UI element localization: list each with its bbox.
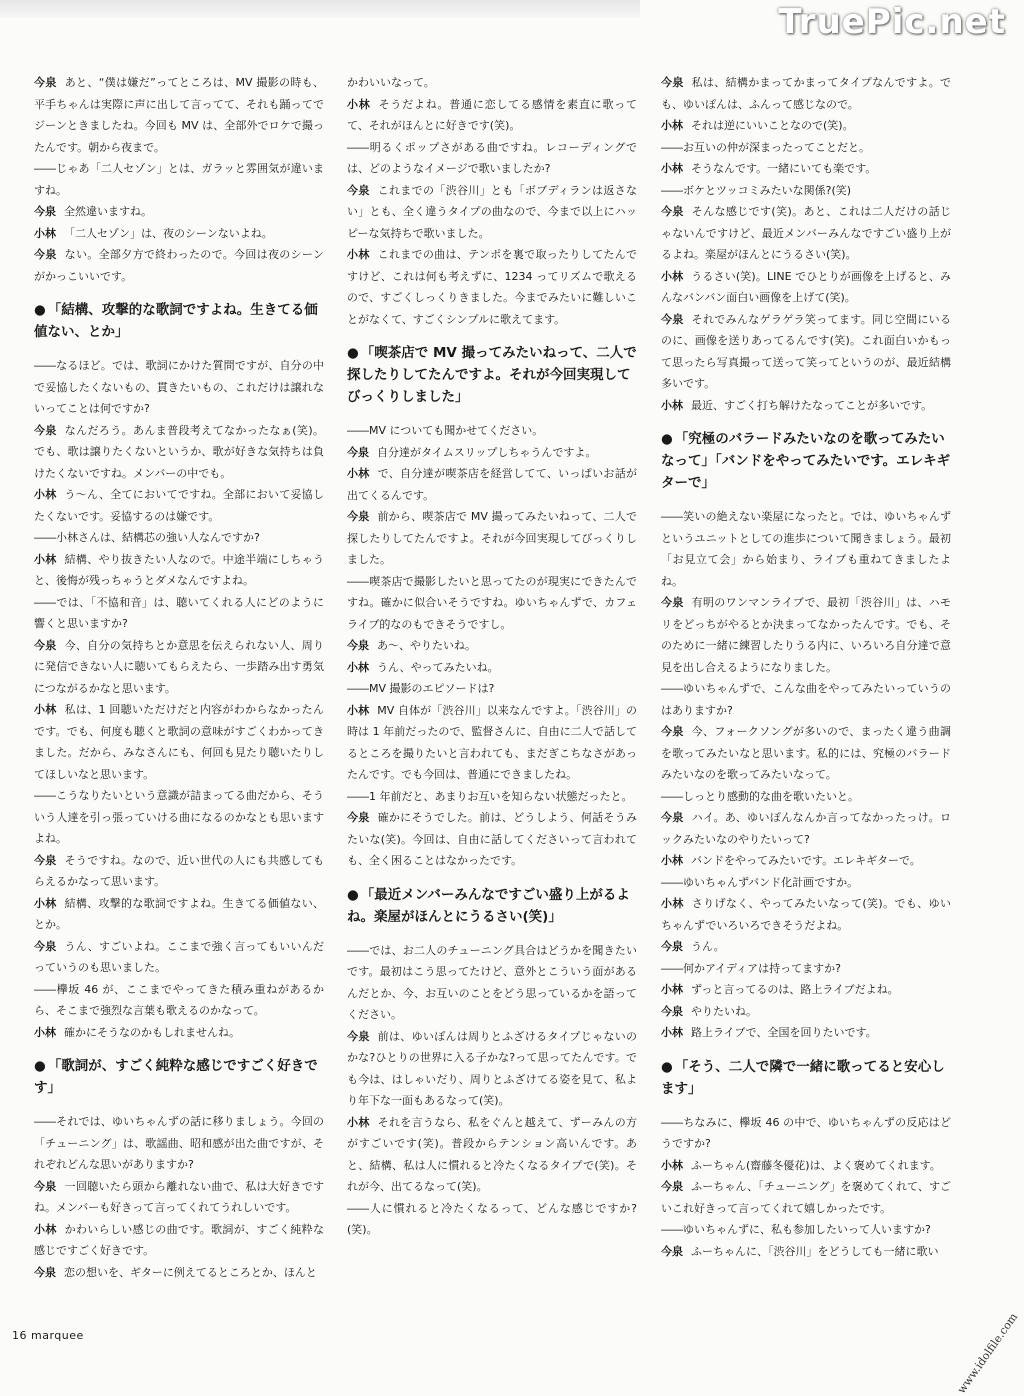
speaker-name: 小林	[347, 467, 370, 480]
line-text: ――小林さんは、結構芯の強い人なんですか?	[34, 531, 260, 544]
interviewer-line	[347, 786, 637, 808]
dialogue-line	[661, 309, 951, 395]
dialogue-line	[34, 201, 324, 223]
line-text: ――笑いの絶えない楽屋になったと。では、ゆいちゃんずというユニットとしての進歩について聞きましょう。最初「お見立て会」から始まり、ライブも重ねてきましたよね。	[661, 510, 951, 588]
bullet-icon: ●	[34, 1058, 46, 1074]
dialogue-line	[661, 1155, 951, 1177]
speaker-name: 小林	[661, 1158, 683, 1172]
speaker-name: 小林	[661, 897, 684, 910]
column-1	[34, 72, 324, 1283]
speaker-name: 今泉	[347, 811, 370, 824]
line-text: そうなんです。一緒にいても楽です。	[691, 162, 877, 175]
line-text: ――欅坂 46 が、ここまでやってきた積み重ねがあるから、そこまで強烈な言葉も歌えるのかなって。	[34, 982, 324, 1017]
watermark-top: TruePic.net	[778, 2, 1006, 42]
line-text: うん、すごいよね。ここまで強く言ってもいいんだっていうのも思いました。	[34, 939, 324, 974]
line-text: 路上ライブで、全国を回りたいです。	[691, 1026, 877, 1039]
section-heading	[347, 884, 637, 928]
dialogue-line	[34, 936, 324, 979]
dialogue-line	[347, 94, 637, 137]
speaker-name: 今泉	[34, 638, 57, 652]
line-text: ――MV についても聞かせてください。	[347, 424, 544, 437]
dialogue-line	[347, 657, 637, 679]
line-text: ――ちなみに、欅坂 46 の中で、ゆいちゃんずの反応はどうですか?	[661, 1115, 951, 1150]
column-3	[661, 72, 951, 1262]
line-text: 最近、すごく打ち解けたなってことが多いです。	[691, 398, 933, 412]
speaker-name: 今泉	[661, 1180, 684, 1193]
dialogue-line	[34, 244, 324, 287]
speaker-name: 今泉	[347, 510, 370, 523]
line-text: あ〜、やりたいね。	[377, 639, 476, 652]
dialogue-line	[347, 700, 637, 786]
line-text: ――ゆいちゃんずに、私も参加したいって人いますか?	[661, 1223, 931, 1236]
speaker-name: 今泉	[34, 423, 57, 437]
line-text: これまでの「渋谷川」とも「ボブディランは返さない」とも、全く違うタイプの曲なので、今まで以上にハッピーな気持ちで歌いました。	[347, 183, 637, 240]
line-text: MV 自体が「渋谷川」以来なんですよ。「渋谷川」の時は 1 年前だったので、監督さんに、自由に二人で話してるところを撮りたいと言われても、まだぎこちなさがあったんです。でも今回は、普通にできましたね。	[347, 703, 637, 781]
speaker-name: 小林	[34, 1222, 57, 1236]
speaker-name: 今泉	[347, 183, 370, 197]
line-text: 今、フォークソングが多いので、まったく違う曲調を歌ってみたいなと思います。私的には、究極のバラードみたいなのを歌ってみたいなって。	[661, 725, 951, 781]
line-text: ――じゃあ「二人セゾン」とは、ガラッと雰囲気が違いますね。	[34, 162, 324, 197]
line-text: そんな感じです(笑)。あと、これは二人だけの話じゃないんですけど、最近メンバーみんなですごい盛り上がるよね。楽屋がほんとにうるさい(笑)。	[661, 205, 952, 261]
line-text: 恋の想いを、ギターに例えてるところとか、ほんと	[64, 1265, 317, 1279]
interviewer-line	[347, 72, 637, 94]
line-text: 前は、ゆいぽんは周りとふざけるタイプじゃないのかな?ひとりの世界に入る子かな?って思ってたんです。でも今は、はしゃいだり、周りとふざけてる姿を見て、私より年下な一面もあるなって(笑)。	[347, 1029, 638, 1107]
dialogue-line	[661, 266, 951, 309]
dialogue-line	[661, 936, 951, 958]
line-text: 自分達がタイムスリップしちゃうんですよ。	[377, 445, 597, 459]
heading-text: 「究極のバラードみたいなのを歌ってみたいなって」「バンドをやってみたいです。エレキギターで」	[661, 431, 951, 491]
speaker-name: 小林	[661, 269, 684, 283]
dialogue-line	[347, 463, 637, 506]
line-text: 確かにそうでした。前は、どうしよう、何話そうみたいな(笑)。今回は、自由に話してくださいって言われても、全く困ることはなかったです。	[347, 811, 638, 867]
heading-text: 「そう、二人で隣で一緒に歌ってると安心します」	[661, 1058, 945, 1097]
line-text: ――1 年前だと、あまりお互いを知らない状態だったと。	[347, 789, 633, 803]
line-text: 私は、1 回聴いただけだと内容がわからなかったんです。でも、何度も聴くと歌詞の意味がすごくわかってきました。だから、みなさんにも、何回も見たり聴いたりしてほしいなと思います。	[34, 703, 324, 781]
dialogue-line	[347, 180, 637, 245]
dialogue-line	[661, 592, 951, 678]
interviewer-line	[347, 571, 637, 636]
interviewer-line	[34, 527, 324, 549]
section-heading	[661, 1056, 951, 1100]
speaker-name: 今泉	[347, 445, 369, 459]
line-text: かわいらしい感じの曲です。歌詞が、すごく純粋な感じですごく好きです。	[34, 1222, 324, 1257]
interviewer-line	[34, 785, 324, 850]
speaker-name: 小林	[34, 1025, 56, 1039]
speaker-name: 小林	[661, 1026, 683, 1039]
speaker-name: 小林	[661, 119, 683, 132]
interviewer-line	[661, 786, 951, 808]
interviewer-line	[661, 137, 951, 159]
line-text: かわいいなって。	[347, 76, 435, 89]
line-text: ふーちゃん(齋藤冬優花)は、よく褒めてくれます。	[691, 1158, 941, 1172]
line-text: ――では、お二人のチューニング具合はどうかを聞きたいです。最初はこう思ってたけど、意外とこういう面があるんだとか、今、お互いのことをどう思っているかを語ってください。	[347, 943, 637, 1021]
interviewer-line	[661, 1219, 951, 1241]
top-scan-strip	[0, 0, 640, 18]
dialogue-line	[34, 549, 324, 592]
interviewer-line	[661, 958, 951, 980]
line-text: うるさい(笑)。LINE でひとりが画像を上げると、みんなバンバン面白い画像を上げて(笑)。	[661, 269, 951, 304]
speaker-name: 今泉	[661, 811, 684, 824]
interviewer-line	[34, 1111, 324, 1176]
speaker-name: 今泉	[347, 1029, 370, 1043]
line-text: 全然違いますね。	[64, 205, 152, 218]
speaker-name: 今泉	[34, 939, 57, 953]
bullet-icon: ●	[347, 345, 359, 361]
speaker-name: 小林	[661, 398, 683, 412]
section-heading	[34, 1055, 324, 1099]
speaker-name: 今泉	[34, 1179, 57, 1193]
line-text: 結構、やり抜きたい人なので。中途半端にしちゃうと、後悔が残っちゃうとダメなんですよね。	[34, 552, 325, 587]
dialogue-line	[34, 72, 324, 158]
dialogue-line	[661, 158, 951, 180]
line-text: で、自分達が喫茶店を経営してて、いっぱいお話が出てくるんです。	[347, 467, 638, 502]
section-heading	[34, 299, 324, 343]
dialogue-line	[347, 1026, 637, 1112]
line-text: さりげなく、やってみたいなって(笑)。でも、ゆいちゃんずでいろいろできそうだよね。	[661, 897, 951, 932]
heading-text: 「喫茶店で MV 撮ってみたいねって、二人で探したりしてたんですよ。それが今回実現してびっくりしました」	[347, 345, 637, 405]
line-text: うん。	[691, 940, 725, 953]
speaker-name: 今泉	[661, 596, 684, 609]
interviewer-line	[347, 940, 637, 1026]
speaker-name: 今泉	[661, 205, 684, 218]
speaker-name: 今泉	[661, 76, 684, 89]
speaker-name: 小林	[347, 703, 370, 717]
line-text: バンドをやってみたいです。エレキギターで。	[691, 854, 921, 867]
interviewer-line	[34, 592, 324, 635]
dialogue-line	[34, 1262, 324, 1284]
speaker-name: 小林	[347, 1115, 370, 1129]
bullet-icon: ●	[661, 1058, 673, 1075]
interviewer-line	[661, 506, 951, 592]
line-text: それでみんなゲラゲラ笑ってます。同じ空間にいるのに、画像を送りあってるんです(笑)。これ面白いかもって思ったら写真撮って送って笑ってというのが、最近結構多いです。	[661, 312, 951, 390]
speaker-name: 今泉	[661, 1004, 683, 1018]
speaker-name: 小林	[347, 248, 370, 261]
line-text: ――ボケとツッコミみたいな関係?(笑)	[661, 183, 852, 197]
page-footer: 16 marquee	[12, 1329, 84, 1342]
interviewer-line	[34, 158, 324, 201]
dialogue-line	[661, 201, 951, 266]
dialogue-line	[34, 635, 324, 700]
interviewer-line	[347, 678, 637, 700]
interviewer-line	[661, 1112, 951, 1155]
line-text: ――明るくポップさがある曲ですね。レコーディングでは、どのようなイメージで歌いましたか?	[347, 140, 637, 175]
dialogue-line	[34, 1022, 324, 1044]
watermark-side: www.idolfile.com	[954, 1310, 1020, 1396]
section-heading	[661, 428, 951, 494]
dialogue-line	[661, 1001, 951, 1023]
dialogue-line	[347, 442, 637, 464]
interviewer-line	[661, 180, 951, 202]
line-text: なんだろう。あんま普段考えてなかったなぁ(笑)。でも、歌は譲りたくないというか、歌が好きな気持ちは負けたくないですね。メンバーの中でも。	[34, 423, 325, 480]
dialogue-line	[661, 395, 951, 417]
speaker-name: 小林	[34, 488, 57, 501]
line-text: そうだよね。普通に恋してる感情を素直に歌ってて、それがほんとに好きです(笑)。	[347, 97, 638, 132]
line-text: 「二人セゾン」は、夜のシーンないよね。	[64, 226, 273, 240]
line-text: あと、“僕は嫌だ”ってところは、MV 撮影の時も、平手ちゃんは実際に声に出して言ってて、それも踊ってでジーンときましたね。今回も MV は、全部外でロケで撮ったんです。朝から夜まで。	[34, 76, 325, 154]
speaker-name: 今泉	[661, 312, 684, 326]
interviewer-line	[661, 678, 951, 721]
line-text: 確かにそうなのかもしれませんね。	[64, 1025, 240, 1039]
speaker-name: 小林	[661, 162, 683, 175]
dialogue-line	[34, 420, 324, 485]
line-text: ――お互いの仲が深まったってことだと。	[661, 140, 870, 154]
line-text: ふーちゃんに、「渋谷川」をどうしても一緒に歌い	[691, 1244, 939, 1258]
dialogue-line	[347, 635, 637, 657]
heading-text: 「歌詞が、すごく純粋な感じですごく好きです」	[34, 1058, 318, 1096]
line-text: ――それでは、ゆいちゃんずの話に移りましょう。今回の「チューニング」は、歌謡曲、昭和感が出た曲ですが、それぞれどんな思いがありますか?	[34, 1115, 324, 1171]
dialogue-line	[347, 1112, 637, 1198]
line-text: やりたいね。	[691, 1004, 757, 1018]
dialogue-line	[661, 115, 951, 137]
line-text: ――MV 撮影のエピソードは?	[347, 682, 495, 695]
heading-text: 「結構、攻撃的な歌詞ですよね。生きてる価値ない、とか」	[34, 302, 318, 340]
bullet-icon: ●	[661, 431, 673, 447]
speaker-name: 小林	[34, 703, 57, 716]
interviewer-line	[347, 420, 637, 442]
dialogue-line	[661, 721, 951, 786]
speaker-name: 今泉	[34, 1265, 56, 1279]
line-text: ふーちゃん、「チューニング」を褒めてくれて、すごいこれ好きって言ってくれて嬉しかったです。	[661, 1180, 952, 1215]
dialogue-line	[661, 979, 951, 1001]
speaker-name: 小林	[34, 896, 57, 910]
speaker-name: 今泉	[34, 248, 57, 261]
line-text: これまでの曲は、テンポを裏で取ったりしてたんですけど、これは何も考えずに、1234 ってリズムで歌えるので、すごくしっくりきました。今までみたいに難しいことがなくて、すごくシンプルに歌えてます。	[347, 248, 638, 326]
interviewer-line	[661, 872, 951, 894]
bullet-icon: ●	[34, 302, 46, 318]
line-text: 有明のワンマンライブで、最初「渋谷川」は、ハモリをどっちがやるとか決まってなかったんです。でも、そのために一緒に練習したりうる内に、いろいろ自分達で意見を出し合えるようになりました。	[661, 596, 952, 674]
dialogue-line	[661, 1176, 951, 1219]
dialogue-line	[661, 850, 951, 872]
line-text: そうですね。なので、近い世代の人にも共感してもらえるかなって思います。	[34, 853, 325, 888]
speaker-name: 今泉	[661, 1244, 683, 1258]
line-text: 結構、攻撃的な歌詞ですよね。生きてる価値ない、とか。	[34, 896, 325, 931]
line-text: 一回聴いたら頭から離れない曲で、私は大好きですね。メンバーも好きって言ってくれてうれしいです。	[34, 1179, 325, 1214]
bullet-icon: ●	[347, 886, 359, 903]
dialogue-line	[347, 244, 637, 330]
column-2	[347, 72, 637, 1241]
speaker-name: 小林	[347, 660, 369, 674]
line-text: ない。全部夕方で終わったので。今回は夜のシーンがかっこいいです。	[34, 248, 325, 283]
speaker-name: 今泉	[34, 205, 56, 218]
interviewer-line	[347, 137, 637, 180]
speaker-name: 今泉	[661, 725, 684, 738]
line-text: 今、自分の気持ちとか意思を伝えられない人、周りに発信できない人に聴いてもらえたら、一歩踏み出す勇気につながるかなと思います。	[34, 638, 325, 695]
line-text: うん、やってみたいね。	[377, 660, 499, 674]
dialogue-line	[347, 506, 637, 571]
line-text: ――ゆいちゃんずバンド化計画ですか。	[661, 875, 859, 889]
speaker-name: 小林	[34, 226, 56, 240]
line-text: ――では、「不協和音」は、聴いてくれる人にどのように響くと思いますか?	[34, 595, 324, 630]
interviewer-line	[347, 1198, 637, 1241]
dialogue-line	[347, 807, 637, 872]
dialogue-line	[34, 850, 324, 893]
speaker-name: 小林	[661, 854, 683, 867]
dialogue-line	[34, 1176, 324, 1219]
dialogue-line	[661, 1022, 951, 1044]
speaker-name: 今泉	[34, 853, 57, 867]
section-heading	[347, 342, 637, 408]
line-text: ――何かアイディアは持ってますか?	[661, 961, 841, 975]
dialogue-line	[34, 1219, 324, 1262]
heading-text: 「最近メンバーみんなですごい盛り上がるよね。楽屋がほんとにうるさい(笑)」	[347, 886, 630, 925]
line-text: ――なるほど。では、歌詞にかけた質問ですが、自分の中で妥協したくないもの、貫きたいもの、これだけは譲れないってことは何ですか?	[34, 359, 324, 415]
line-text: う〜ん、全てにおいてですね。全部において妥協したくないです。妥協するのは嫌です。	[34, 488, 324, 523]
interviewer-line	[34, 979, 324, 1022]
line-text: ――こうなりたいという意識が詰まってる曲だから、そういう人達を引っ張っていける曲になるのかなとも思いますよね。	[34, 789, 324, 845]
line-text: ――喫茶店で撮影したいと思ってたのが現実にできたんですね。確かに似合いそうですね。ゆいちゃんずで、カフェライブ的なのもできそうですし。	[347, 574, 637, 631]
speaker-name: 小林	[34, 552, 57, 566]
line-text: ハイ。あ、ゆいぽんなんか言ってなかったっけ。ロックみたいなのやりたいって?	[661, 811, 951, 846]
dialogue-line	[34, 223, 324, 245]
line-text: 前から、喫茶店で MV 撮ってみたいねって、二人で探したりしてたんですよ。それが今回実現してびっくりしました。	[347, 510, 637, 566]
line-text: それは逆にいいことなので(笑)。	[691, 119, 854, 132]
speaker-name: 今泉	[661, 940, 683, 953]
line-text: ――人に慣れると冷たくなるって、どんな感じですか?(笑)。	[347, 1201, 637, 1236]
speaker-name: 小林	[347, 97, 371, 111]
dialogue-line	[661, 72, 951, 115]
dialogue-line	[34, 893, 324, 936]
line-text: ずっと言ってるのは、路上ライブだよね。	[691, 983, 899, 996]
speaker-name: 今泉	[347, 639, 369, 652]
line-text: ――しっとり感動的な曲を歌いたいと。	[661, 789, 859, 803]
line-text: それを言うなら、私をぐんと越えて、ずーみんの方がすごいです(笑)。普段からテンション高いんです。あと、結構、私は人に慣れると冷たくなるタイプで(笑)。それが今、出てるなって(笑)。	[347, 1115, 638, 1193]
dialogue-line	[661, 807, 951, 850]
speaker-name: 今泉	[34, 76, 57, 89]
interviewer-line	[34, 355, 324, 420]
speaker-name: 小林	[661, 983, 683, 996]
dialogue-line	[34, 699, 324, 785]
dialogue-line	[661, 1241, 951, 1263]
line-text: ――ゆいちゃんずで、こんな曲をやってみたいっていうのはありますか?	[661, 682, 951, 717]
line-text: 私は、結構かまってかまってタイプなんですよ。でも、ゆいぽんは、ふんって感じなので。	[661, 76, 952, 111]
dialogue-line	[34, 484, 324, 527]
dialogue-line	[661, 893, 951, 936]
